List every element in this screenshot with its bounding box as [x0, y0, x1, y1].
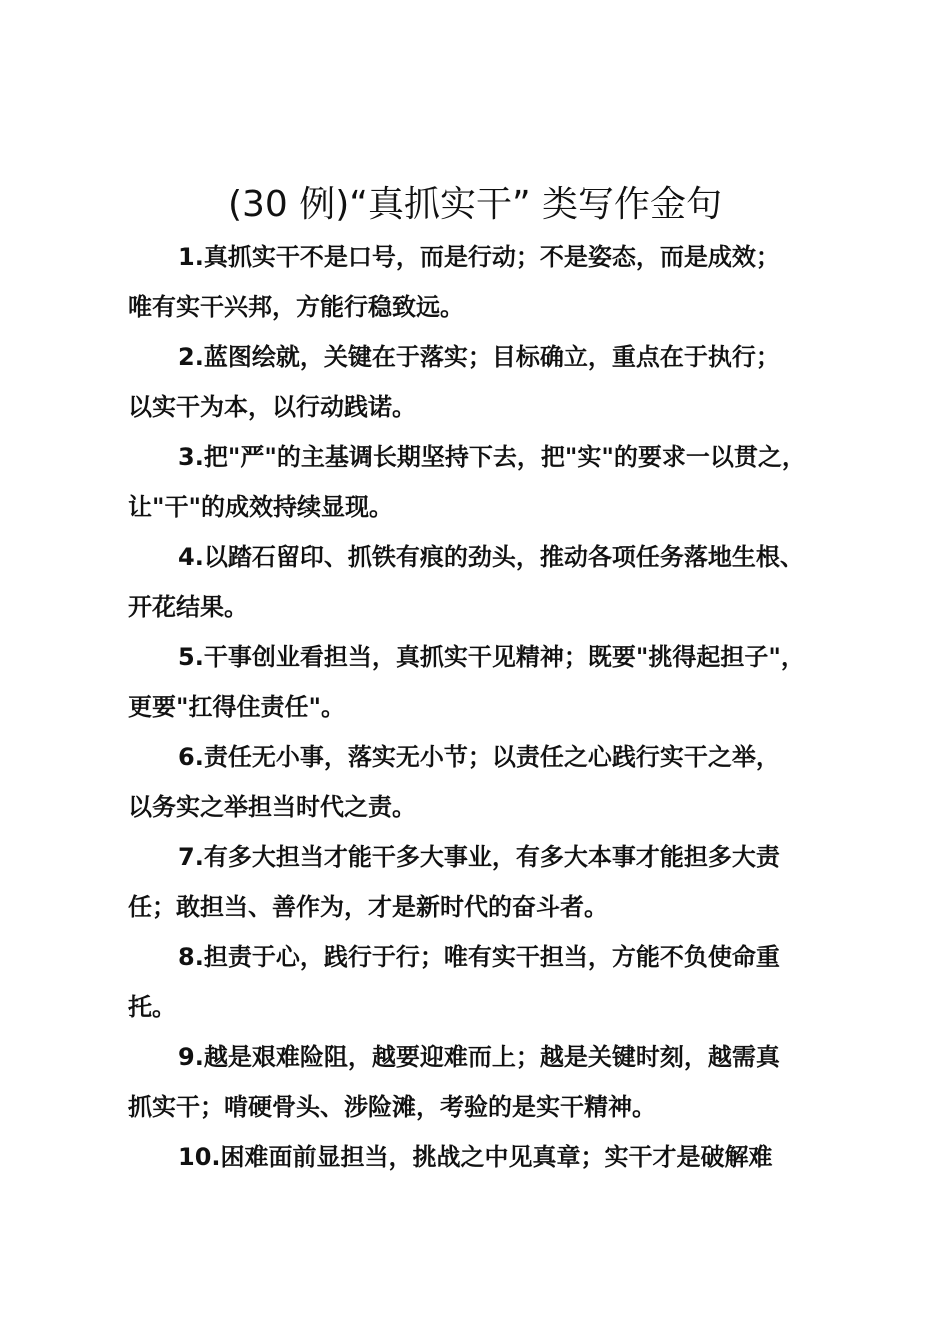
quote-item-10 [128, 1132, 848, 1182]
quote-line: 更要"扛得住责任"。 [128, 693, 346, 721]
quote-line: 托。 [128, 993, 176, 1021]
quote-line: 10.困难面前显担当，挑战之中见真章；实干才是破解难 [178, 1143, 773, 1171]
quote-line: 2.蓝图绘就，关键在于落实；目标确立，重点在于执行； [178, 343, 780, 371]
quote-item-9 [128, 1032, 848, 1132]
quote-line: 6.责任无小事，落实无小节；以责任之心践行实干之举， [178, 743, 780, 771]
quote-item-8 [128, 932, 848, 1032]
quote-line: 让"干"的成效持续显现。 [128, 493, 394, 521]
quote-line: 抓实干；啃硬骨头、涉险滩，考验的是实干精神。 [128, 1093, 656, 1121]
quote-line: 7.有多大担当才能干多大事业，有多大本事才能担多大责 [178, 843, 780, 871]
quote-item-1 [128, 232, 848, 332]
quote-list [128, 232, 848, 1182]
quote-line: 5.干事创业看担当，真抓实干见精神；既要"挑得起担子"， [178, 643, 805, 671]
quote-line: 开花结果。 [128, 593, 248, 621]
quote-line: 以务实之举担当时代之责。 [128, 793, 416, 821]
quote-item-7 [128, 832, 848, 932]
quote-item-2 [128, 332, 848, 432]
quote-line: 1.真抓实干不是口号，而是行动；不是姿态，而是成效； [178, 243, 780, 271]
quote-line: 4.以踏石留印、抓铁有痕的劲头，推动各项任务落地生根、 [178, 543, 804, 571]
document-title: (30 例)“真抓实干” 类写作金句 [227, 184, 723, 225]
quote-line: 8.担责于心，践行于行；唯有实干担当，方能不负使命重 [178, 943, 780, 971]
quote-line: 唯有实干兴邦，方能行稳致远。 [128, 293, 464, 321]
quote-item-3 [128, 432, 848, 532]
quote-line: 任；敢担当、善作为，才是新时代的奋斗者。 [128, 893, 608, 921]
quote-line: 以实干为本，以行动践诺。 [128, 393, 416, 421]
quote-item-6 [128, 732, 848, 832]
quote-item-4 [128, 532, 848, 632]
quote-line: 3.把"严"的主基调长期坚持下去，把"实"的要求一以贯之， [178, 443, 806, 471]
quote-line: 9.越是艰难险阻，越要迎难而上；越是关键时刻，越需真 [178, 1043, 780, 1071]
quote-item-5 [128, 632, 848, 732]
